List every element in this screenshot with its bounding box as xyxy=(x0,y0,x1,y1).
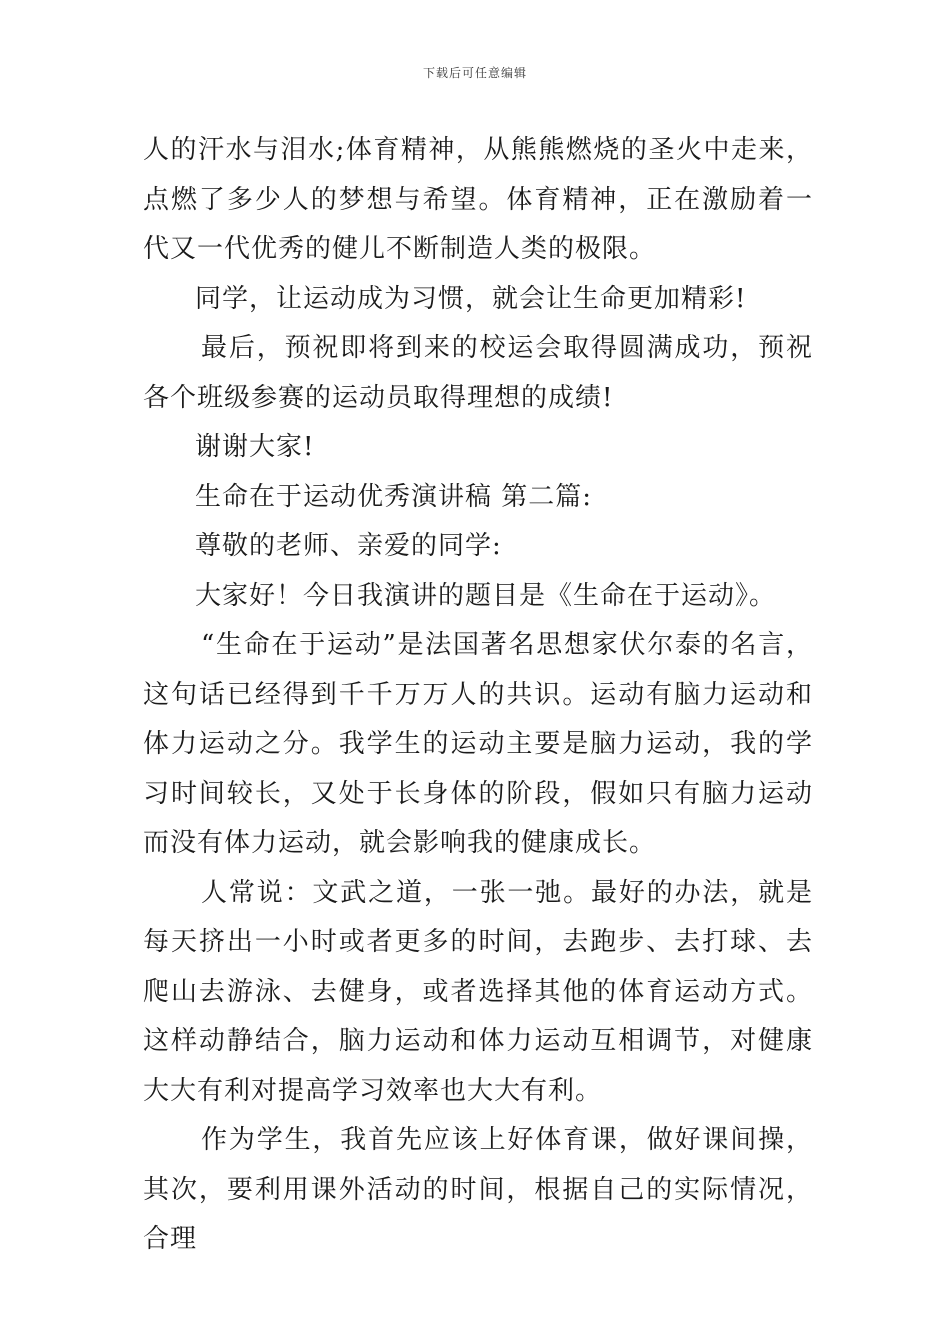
document-body xyxy=(143,126,813,1265)
salutation: 尊敬的老师、亲爱的同学: xyxy=(195,531,502,561)
page-header-note: 下载后可任意编辑 xyxy=(422,66,527,80)
paragraph-3: 最后，预祝即将到来的校运会取得圆满成功，预祝各个班级参赛的运动员取得理想的成绩! xyxy=(143,333,813,413)
paragraph-10: 作为学生，我首先应该上好体育课，做好课间操，其次，要利用课外活动的时间，根据自己的实际情况，合理 xyxy=(143,1125,813,1254)
paragraph-1: 人的汗水与泪水;体育精神，从熊熊燃烧的圣火中走来，点燃了多少人的梦想与希望。体育精神，正在激励着一代又一代优秀的健儿不断制造人类的极限。 xyxy=(143,135,813,264)
paragraph-4: 谢谢大家! xyxy=(195,432,315,462)
paragraph-2: 同学，让运动成为习惯，就会让生命更加精彩! xyxy=(195,283,747,314)
paragraph-8: “生命在于运动”是法国著名思想家伏尔泰的名言，这句话已经得到千千万万人的共识。运动有脑力运动和体力运动之分。我学生的运动主要是脑力运动，我的学习时间较长，又处于长身体的阶段，假如只有脑力运动而没有体力运动，就会影响我的健康成长。 xyxy=(143,630,813,858)
paragraph-9: 人常说：文武之道，一张一弛。最好的办法，就是每天挤出一小时或者更多的时间，去跑步、去打球、去爬山去游泳、去健身，或者选择其他的体育运动方式。这样动静结合，脑力运动和体力运动互相调节，对健康大大有利对提高学习效率也大大有利。 xyxy=(143,877,813,1106)
greeting: 大家好！今日我演讲的题目是《生命在于运动》。 xyxy=(195,580,777,611)
section-title: 生命在于运动优秀演讲稿 第二篇: xyxy=(195,481,593,512)
